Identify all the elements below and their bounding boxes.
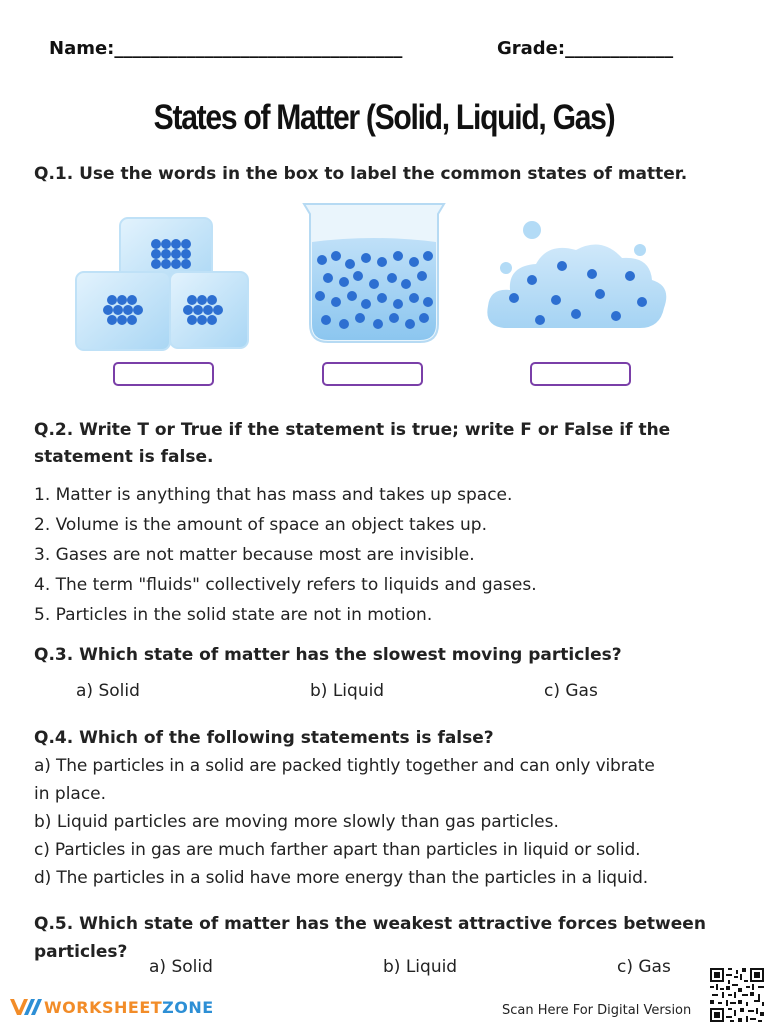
scan-caption: Scan Here For Digital Version: [502, 1003, 692, 1018]
answer-box-solid[interactable]: [113, 362, 214, 386]
q5-prompt-line2: particles?: [34, 942, 128, 962]
q2-statement-3: 3. Gases are not matter because most are invisible.: [34, 545, 475, 565]
q2-prompt-line2: statement is false.: [34, 447, 214, 467]
q4-option-d[interactable]: d) The particles in a solid have more energy than the particles in a liquid.: [34, 868, 649, 888]
q3-option-b[interactable]: b) Liquid: [310, 681, 385, 701]
q2-statement-5: 5. Particles in the solid state are not in motion.: [34, 605, 433, 625]
gas-cloud-icon: [484, 218, 670, 336]
answer-box-liquid[interactable]: [322, 362, 423, 386]
q3-prompt: Q.3. Which state of matter has the slowest moving particles?: [34, 645, 622, 665]
q4-option-a[interactable]: a) The particles in a solid are packed tightly together and can only vibrate: [34, 756, 655, 776]
page-title: States of Matter (Solid, Liquid, Gas): [153, 98, 615, 137]
q5-option-c[interactable]: c) Gas: [617, 957, 671, 977]
q2-statement-2: 2. Volume is the amount of space an object takes up.: [34, 515, 487, 535]
worksheetzone-logo[interactable]: [8, 996, 214, 1018]
q5-option-b[interactable]: b) Liquid: [383, 957, 458, 977]
q2-prompt-line1: Q.2. Write T or True if the statement is true; write F or False if the: [34, 420, 671, 440]
q1-prompt: Q.1. Use the words in the box to label the common states of matter.: [34, 164, 688, 184]
name-field-label: Name:________________________________: [49, 38, 403, 59]
q2-statement-4: 4. The term "fluids" collectively refers to liquids and gases.: [34, 575, 537, 595]
q3-option-a[interactable]: a) Solid: [76, 681, 140, 701]
q5-option-a[interactable]: a) Solid: [149, 957, 213, 977]
q4-option-c[interactable]: c) Particles in gas are much farther apart than particles in liquid or solid.: [34, 840, 641, 860]
q5-prompt-line1: Q.5. Which state of matter has the weakest attractive forces between: [34, 914, 706, 934]
logo-text-worksheet: WORKSHEET: [44, 997, 163, 1017]
q4-option-a-cont[interactable]: in place.: [34, 784, 107, 804]
worksheetzone-logo-icon: [8, 996, 42, 1018]
ice-cubes-icon: [72, 212, 252, 354]
q2-statement-1: 1. Matter is anything that has mass and takes up space.: [34, 485, 513, 505]
q4-prompt: Q.4. Which of the following statements is false?: [34, 728, 494, 748]
qr-code-icon[interactable]: [710, 968, 764, 1022]
q3-option-c[interactable]: c) Gas: [544, 681, 598, 701]
beaker-liquid-icon: [300, 198, 448, 346]
logo-text-zone: ZONE: [162, 997, 214, 1017]
q4-option-b[interactable]: b) Liquid particles are moving more slowly than gas particles.: [34, 812, 559, 832]
answer-box-gas[interactable]: [530, 362, 631, 386]
grade-field-label: Grade:____________: [497, 38, 674, 59]
